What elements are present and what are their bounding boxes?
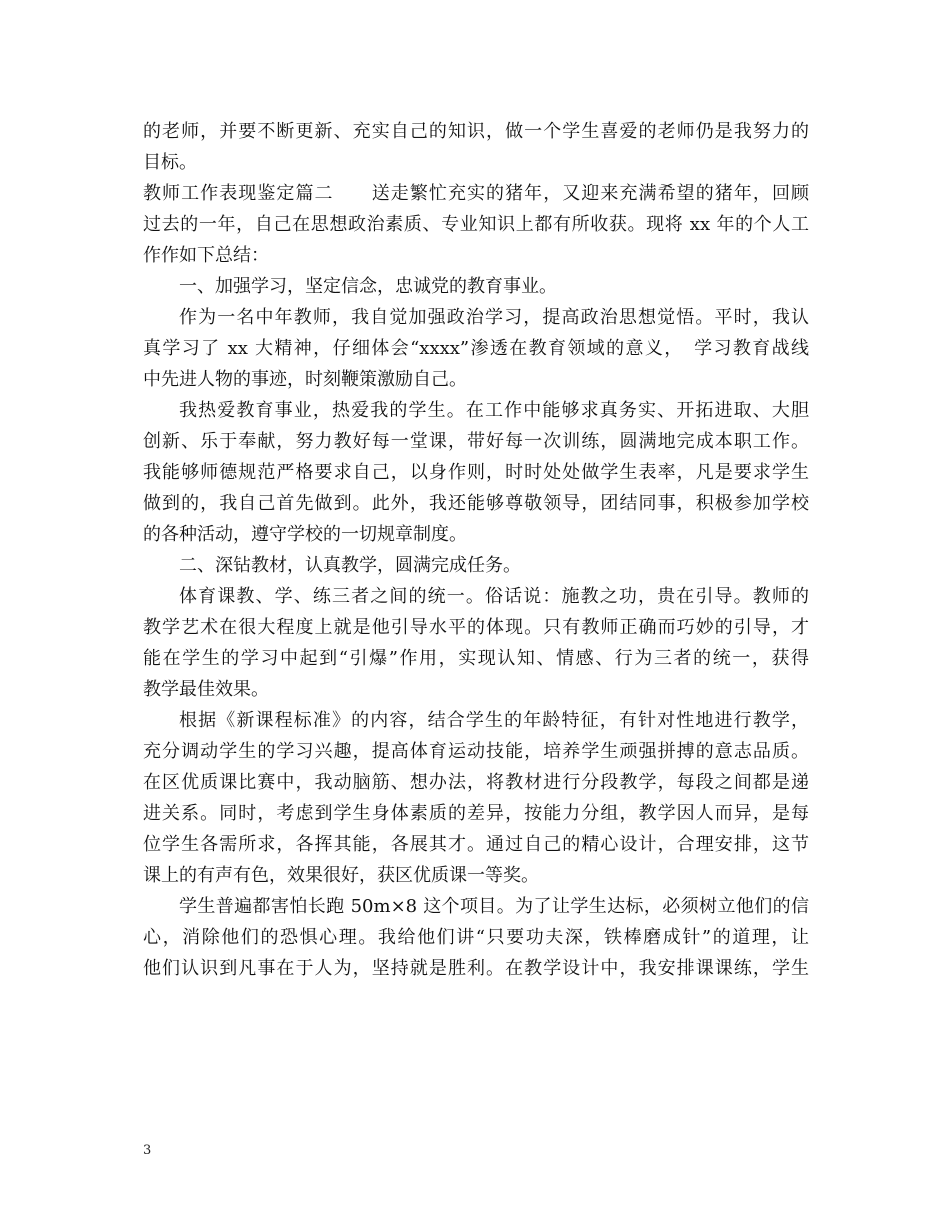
page-number: 3: [143, 1143, 152, 1158]
text-line: 他们认识到凡事在于人为，坚持就是胜利。在教学设计中，我安排课课练，学生: [143, 958, 809, 979]
document-body: [143, 116, 809, 984]
text-line: 教师工作表现鉴定篇二 送走繁忙充实的猪年，又迎来充满希望的猪年，回顾: [143, 183, 809, 204]
text-line: 能在学生的学习中起到“引爆”作用，实现认知、情感、行为三者的统一，获得: [143, 648, 809, 669]
text-line: 教学艺术在很大程度上就是他引导水平的体现。只有教师正确而巧妙的引导，才: [143, 617, 809, 638]
text-line: 根据《新课程标准》的内容，结合学生的年龄特征，有针对性地进行教学，: [179, 710, 809, 731]
text-line: 充分调动学生的学习兴趣，提高体育运动技能，培养学生顽强拼搏的意志品质。: [143, 741, 809, 762]
text-line: 的老师，并要不断更新、充实自己的知识，做一个学生喜爱的老师仍是我努力的: [143, 121, 809, 142]
text-line: 一、加强学习，坚定信念，忠诚党的教育事业。: [179, 276, 557, 297]
text-line: 目标。: [143, 152, 197, 173]
text-line: 创新、乐于奉献，努力教好每一堂课，带好每一次训练，圆满地完成本职工作。: [143, 431, 809, 452]
text-line: 在区优质课比赛中，我动脑筋、想办法，将教材进行分段教学，每段之间都是递: [143, 772, 809, 793]
text-line: 我热爱教育事业，热爱我的学生。在工作中能够求真务实、开拓进取、大胆: [179, 400, 809, 421]
text-line: 位学生各需所求，各挥其能，各展其才。通过自己的精心设计，合理安排，这节: [143, 834, 809, 855]
text-line: 过去的一年，自己在思想政治素质、专业知识上都有所收获。现将 xx 年的个人工: [143, 214, 809, 235]
text-line: 体育课教、学、练三者之间的统一。俗话说：施教之功，贵在引导。教师的: [179, 586, 809, 607]
text-line: 课上的有声有色，效果很好，获区优质课一等奖。: [143, 865, 539, 886]
text-line: 心，消除他们的恐惧心理。我给他们讲“只要功夫深，铁棒磨成针”的道理，让: [143, 927, 809, 948]
text-line: 的各种活动，遵守学校的一切规章制度。: [143, 524, 467, 545]
text-line: 二、深钻教材，认真教学，圆满完成任务。: [179, 555, 521, 576]
text-line: 中先进人物的事迹，时刻鞭策激励自己。: [143, 369, 467, 390]
text-line: 做到的，我自己首先做到。此外，我还能够尊敬领导，团结同事，积极参加学校: [143, 493, 809, 514]
text-line: 教学最佳效果。: [143, 679, 269, 700]
text-line: 进关系。同时，考虑到学生身体素质的差异，按能力分组，教学因人而异，是每: [143, 803, 809, 824]
text-line: 作作如下总结：: [143, 245, 269, 266]
text-line: 作为一名中年教师，我自觉加强政治学习，提高政治思想觉悟。平时，我认: [179, 307, 809, 328]
text-line: 真学习了 xx 大精神，仔细体会“xxxx”渗透在教育领域的意义， 学习教育战线: [143, 338, 809, 359]
text-line: 学生普遍都害怕长跑 50m×8 这个项目。为了让学生达标，必须树立他们的信: [179, 896, 809, 917]
text-line: 我能够师德规范严格要求自己，以身作则，时时处处做学生表率，凡是要求学生: [143, 462, 809, 483]
